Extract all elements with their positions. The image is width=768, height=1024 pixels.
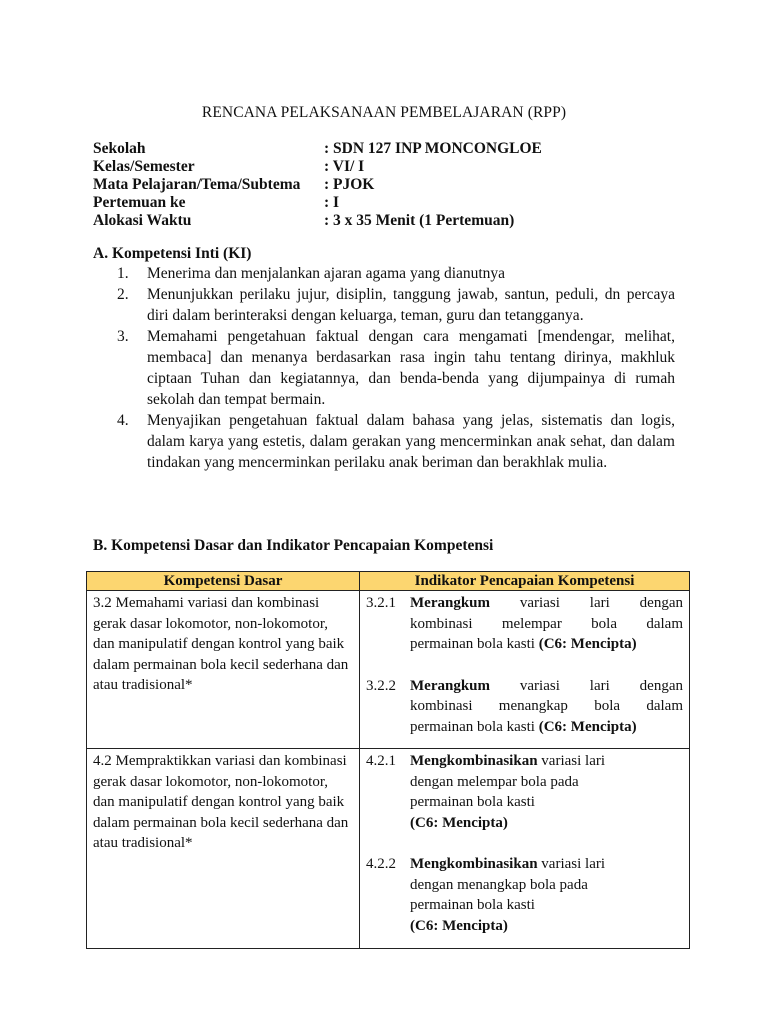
identity-label: Kelas/Semester (93, 158, 195, 175)
identity-row-time (93, 212, 693, 230)
indicator-line (410, 593, 683, 614)
document-title: RENCANA PELAKSANAAN PEMBELAJARAN (RPP) (201, 104, 567, 121)
indicator-line (410, 875, 683, 896)
indicator-text (410, 854, 683, 936)
list-item (93, 284, 675, 326)
list-text: Menyajikan pengetahuan faktual dalam bahasa yang jelas, sistematis dan logis, dalam karya yang estetis, dalam gerakan yang mencerminkan anak sehat, dan dalam tindakan yang mencerminkan perilaku anak beriman dan berakhlak mulia. (147, 412, 675, 471)
table-header-row (87, 572, 690, 591)
identity-value: : VI/ I (324, 158, 365, 175)
indicator-level: (C6: Mencipta) (410, 917, 508, 934)
identity-row-meeting (93, 194, 693, 212)
identity-value: : 3 x 35 Menit (1 Pertemuan) (324, 212, 515, 229)
indicator-rest: permainan bola kasti (410, 636, 539, 652)
identity-label: Mata Pelajaran/Tema/Subtema (93, 176, 301, 193)
indicator-text (410, 751, 683, 833)
list-number: 3. (117, 328, 129, 345)
indicator-line (410, 854, 683, 875)
indicator-rest: variasi lari dengan (490, 595, 683, 611)
indicator-rest: permainan bola kasti (410, 794, 535, 810)
indicator-text (410, 676, 683, 738)
competency-table (86, 571, 690, 949)
table-row (87, 749, 690, 949)
indicator-verb: Mengkombinasikan (410, 753, 538, 769)
identity-value: : PJOK (324, 176, 375, 193)
indicator-rest: dengan melempar bola pada (410, 773, 579, 790)
list-number: 2. (117, 286, 129, 303)
section-a-heading: A. Kompetensi Inti (KI) (93, 245, 252, 262)
indicator-rest: kombinasi melempar bola dalam (410, 615, 683, 632)
indicator-cell (360, 749, 690, 949)
indicator-rest: kombinasi menangkap bola dalam (410, 698, 683, 714)
indicator-verb: Merangkum (410, 677, 490, 694)
indicator-rest: permainan bola kasti (410, 897, 535, 913)
list-item (93, 263, 675, 284)
identity-value: : I (324, 194, 340, 211)
identity-row-school (93, 140, 693, 158)
indicator-line (410, 792, 683, 813)
list-number: 4. (117, 412, 129, 429)
indicator-rest: variasi lari (537, 753, 606, 769)
indicator-line (410, 634, 683, 655)
indicator-item (366, 593, 683, 655)
indicator-cell (360, 591, 690, 749)
indicator-number: 3.2.2 (366, 677, 396, 694)
indicator-item (366, 854, 683, 936)
identity-label: Alokasi Waktu (93, 212, 192, 229)
identity-value: : SDN 127 INP MONCONGLOE (324, 140, 542, 157)
indicator-line (410, 916, 683, 937)
indicator-text (410, 593, 683, 655)
indicator-verb: Merangkum (410, 595, 490, 611)
indicator-level: (C6: Mencipta) (410, 814, 508, 831)
table-row (87, 591, 690, 749)
indicator-number: 3.2.1 (366, 595, 396, 611)
indicator-number: 4.2.2 (366, 856, 396, 872)
indicator-level: (C6: Mencipta) (538, 636, 637, 652)
indicator-line (410, 676, 683, 697)
header-kd: Kompetensi Dasar (87, 572, 360, 591)
indicator-item (366, 676, 683, 738)
indicator-verb: Mengkombinasikan (410, 856, 538, 872)
ki-list (93, 263, 675, 473)
indicator-line (410, 751, 683, 772)
identity-label: Sekolah (93, 140, 146, 157)
identity-block (93, 140, 693, 230)
indicator-line (410, 696, 683, 717)
list-text: Memahami pengetahuan faktual dengan cara mengamati [mendengar, melihat, membaca] dan menanya berdasarkan rasa ingin tahu tentang dirinya, makhluk ciptaan Tuhan dan kegiatannya, dan benda-benda yang dijumpainya di rumah sekolah dan tempat bermain. (147, 328, 675, 408)
indicator-item (366, 751, 683, 833)
indicator-rest: dengan menangkap bola pada (410, 876, 588, 893)
indicator-level: (C6: Mencipta) (538, 718, 637, 735)
kd-cell: 4.2 Mempraktikkan variasi dan kombinasi gerak dasar lokomotor, non-lokomotor, dan manipulatif dengan kontrol yang baik dalam permainan bola kecil sederhana dan atau tradisional* (87, 749, 360, 949)
identity-row-class (93, 158, 693, 176)
identity-label: Pertemuan ke (93, 194, 186, 211)
indicator-line (410, 717, 683, 738)
indicator-number: 4.2.1 (366, 753, 396, 769)
list-number: 1. (117, 265, 129, 282)
indicator-rest: variasi lari dengan (490, 677, 683, 694)
list-text: Menerima dan menjalankan ajaran agama yang dianutnya (147, 265, 506, 282)
indicator-line (410, 895, 683, 916)
indicator-rest: variasi lari (537, 856, 606, 872)
section-b-heading: B. Kompetensi Dasar dan Indikator Pencapaian Kompetensi (93, 537, 494, 554)
kd-cell: 3.2 Memahami variasi dan kombinasi gerak dasar lokomotor, non-lokomotor, dan manipulatif dengan kontrol yang baik dalam permainan bola kecil sederhana dan atau tradisional* (87, 591, 360, 749)
indicator-line (410, 772, 683, 793)
indicator-line (410, 813, 683, 834)
list-text: Menunjukkan perilaku jujur, disiplin, tanggung jawab, santun, peduli, dn percaya diri dalam berinteraksi dengan keluarga, teman, guru dan tetangganya. (147, 286, 675, 324)
list-item (93, 410, 675, 473)
identity-row-subject (93, 176, 693, 194)
indicator-line (410, 614, 683, 635)
header-ipk: Indikator Pencapaian Kompetensi (360, 572, 690, 591)
list-item (93, 326, 675, 410)
indicator-rest: permainan bola kasti (410, 718, 539, 735)
